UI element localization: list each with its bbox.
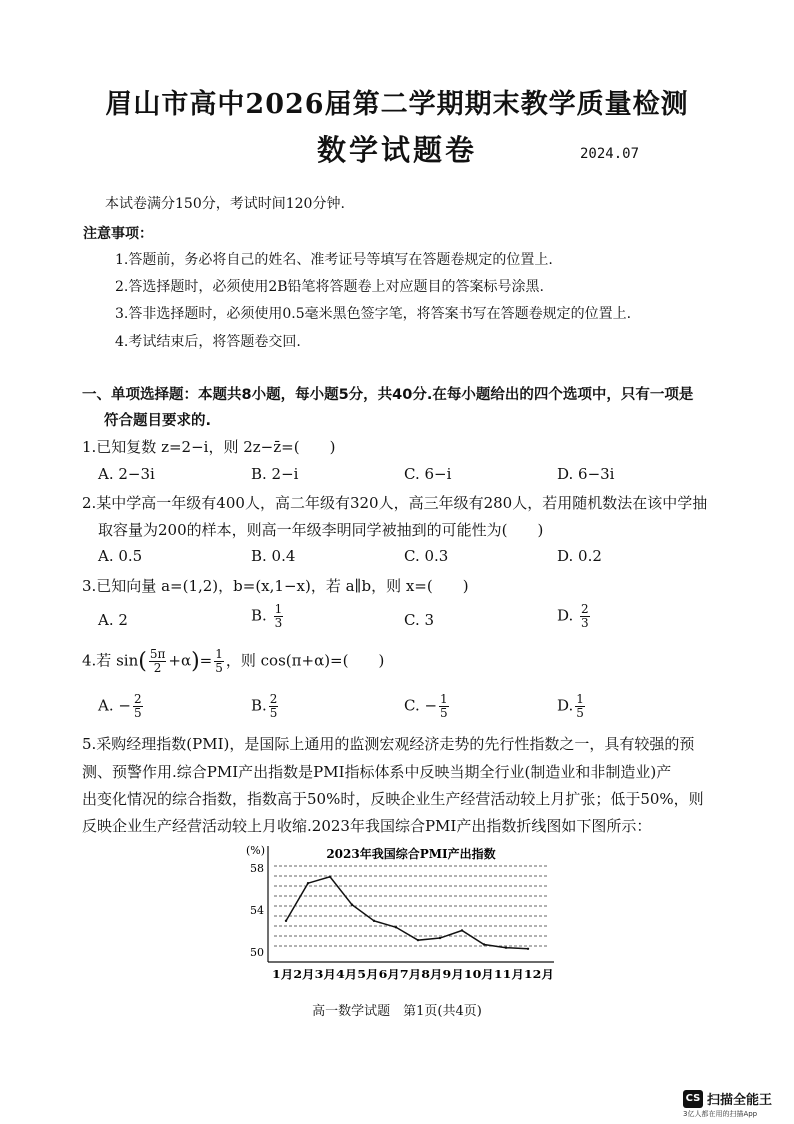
q1-option-b: B. 2−i — [251, 465, 299, 483]
q3-stem: 3.已知向量 a=(1,2)，b=(x,1−x)，若 a∥b，则 x=( ) — [82, 577, 469, 595]
data-point-3月 — [329, 876, 331, 878]
q5-stem-line3: 出变化情况的综合指数，指数高于50%时，反映企业生产经营活动较上月扩张；低于50%，则 — [82, 790, 704, 808]
q4-option-c-label: C. − — [404, 696, 438, 715]
q2-option-d: D. 0.2 — [557, 547, 602, 565]
q1-option-a: A. 2−3i — [98, 465, 155, 483]
watermark-text: 扫描全能王 — [707, 1093, 773, 1108]
denominator: 3 — [274, 616, 283, 630]
data-point-11月 — [505, 947, 507, 949]
denominator: 5 — [440, 706, 448, 720]
paren-right: ) — [191, 649, 200, 674]
q2-option-a: A. 0.5 — [98, 547, 143, 565]
numerator: 2 — [133, 692, 142, 706]
q4-option-b-fraction — [269, 693, 279, 720]
notes-heading: 注意事项： — [83, 226, 153, 242]
camscanner-icon: CS — [683, 1090, 703, 1108]
q3-option-d-label: D. — [557, 606, 574, 625]
note-item: 2.答选择题时，必须使用2B铅笔将答题卷上对应题目的答案标号涂黑. — [115, 279, 545, 295]
q3-option-d-fraction — [580, 603, 590, 630]
data-point-6月 — [395, 926, 397, 928]
q3-option-a: A. 2 — [98, 611, 128, 629]
numerator: 1 — [576, 692, 584, 706]
page-footer: 高一数学试题 第1页(共4页) — [312, 1004, 482, 1019]
q4-option-b — [251, 693, 280, 720]
numerator: 1 — [215, 647, 223, 661]
chart-gridlines — [274, 866, 548, 946]
q4-option-d-fraction — [575, 693, 585, 720]
denominator: 3 — [581, 616, 589, 630]
data-point-7月 — [417, 939, 419, 941]
intro-text: 本试卷满分150分，考试时间120分钟. — [105, 196, 345, 212]
data-point-5月 — [373, 920, 375, 922]
q3-option-c: C. 3 — [404, 611, 435, 629]
q2-stem-line1: 2.某中学高一年级有400人，高二年级有320人，高三年级有280人，若用随机数法在该中学抽 — [82, 494, 708, 512]
q3-option-d — [557, 603, 592, 630]
q4-stem-prefix: 4.若 sin — [82, 651, 139, 670]
q4-option-d — [557, 693, 587, 720]
q4-arg-rest: +α — [168, 651, 192, 670]
q1-stem: 1.已知复数 z=2−i，则 2z−z̄=( ) — [82, 438, 336, 456]
q2-option-c: C. 0.3 — [404, 547, 449, 565]
data-point-2月 — [307, 882, 309, 884]
q5-stem-line2: 测、预警作用.综合PMI产出指数是PMI指标体系中反映当期全行业(制造业和非制造业)产 — [82, 763, 672, 781]
x-tick-labels: 1月2月3月4月5月6月7月8月9月10月11月12月 — [272, 968, 554, 981]
numerator: 2 — [269, 692, 278, 706]
denominator: 5 — [133, 706, 142, 720]
data-point-10月 — [483, 943, 485, 945]
note-item: 3.答非选择题时，必须使用0.5毫米黑色签字笔，将答案书写在答题卷规定的位置上. — [115, 306, 632, 322]
paren-left: ( — [138, 649, 147, 674]
q1-option-d: D. 6−3i — [557, 465, 615, 483]
data-point-4月 — [351, 904, 353, 906]
numerator: 2 — [581, 602, 589, 616]
q1-option-c: C. 6−i — [404, 465, 452, 483]
q2-stem-line2: 取容量为200的样本，则高一年级李明同学被抽到的可能性为( ) — [98, 521, 544, 539]
data-point-8月 — [439, 937, 441, 939]
pmi-line-chart — [236, 840, 576, 985]
q4-stem-suffix: ，则 cos(π+α)=( ) — [225, 651, 385, 670]
numerator: 1 — [440, 692, 448, 706]
data-point-9月 — [461, 929, 463, 931]
y-tick-label: 54 — [250, 904, 264, 917]
q4-value-fraction — [214, 648, 224, 675]
data-point-1月 — [285, 920, 287, 922]
section-heading-cont: 符合题目要求的. — [104, 413, 212, 429]
q4-option-d-label: D. — [557, 696, 574, 715]
numerator: 5π — [149, 647, 166, 661]
note-item: 4.考试结束后，将答题卷交回. — [115, 334, 301, 350]
y-tick-label: 50 — [250, 946, 264, 959]
data-point-12月 — [527, 948, 529, 950]
q4-option-c-fraction — [439, 693, 449, 720]
note-item: 1.答题前，务必将自己的姓名、准考证号等填写在答题卷规定的位置上. — [115, 252, 553, 268]
q4-arg-fraction — [149, 648, 167, 675]
q3-option-b-label: B. — [251, 606, 267, 625]
q2-option-b: B. 0.4 — [251, 547, 296, 565]
series-line-pmi — [286, 877, 528, 949]
section-heading: 一、单项选择题：本题共8小题，每小题5分，共40分.在每小题给出的四个选项中，只有一项是 — [82, 387, 694, 403]
q4-equals: = — [199, 651, 213, 670]
denominator: 2 — [153, 661, 162, 675]
y-tick-label: 58 — [250, 862, 264, 875]
scanner-watermark — [683, 1088, 772, 1108]
watermark-subtext: 3亿人都在用的扫描App — [683, 1110, 758, 1118]
q4-stem — [82, 648, 384, 675]
page-title: 眉山市高中2026届第二学期期末教学质量检测 — [105, 89, 689, 120]
chart-y-unit: (%) — [246, 844, 266, 857]
q4-option-a-fraction — [133, 693, 143, 720]
q3-option-b — [251, 603, 285, 630]
q3-option-b-fraction — [274, 603, 284, 630]
numerator: 1 — [274, 602, 283, 616]
exam-date: 2024.07 — [580, 146, 640, 162]
denominator: 5 — [576, 706, 584, 720]
q4-option-c — [404, 693, 451, 720]
chart-title: 2023年我国综合PMI产出指数 — [326, 847, 496, 861]
denominator: 5 — [269, 706, 278, 720]
page-subtitle: 数学试题卷 — [316, 133, 477, 167]
denominator: 5 — [215, 661, 223, 675]
q5-stem-line1: 5.采购经理指数(PMI)，是国际上通用的监测宏观经济走势的先行性指数之一，具有较强的预 — [82, 735, 695, 753]
q4-option-b-label: B. — [251, 696, 267, 715]
q4-option-a — [98, 693, 145, 720]
q4-option-a-label: A. − — [98, 696, 131, 715]
q5-stem-line4: 反映企业生产经营活动较上月收缩.2023年我国综合PMI产出指数折线图如下图所示： — [82, 817, 652, 835]
